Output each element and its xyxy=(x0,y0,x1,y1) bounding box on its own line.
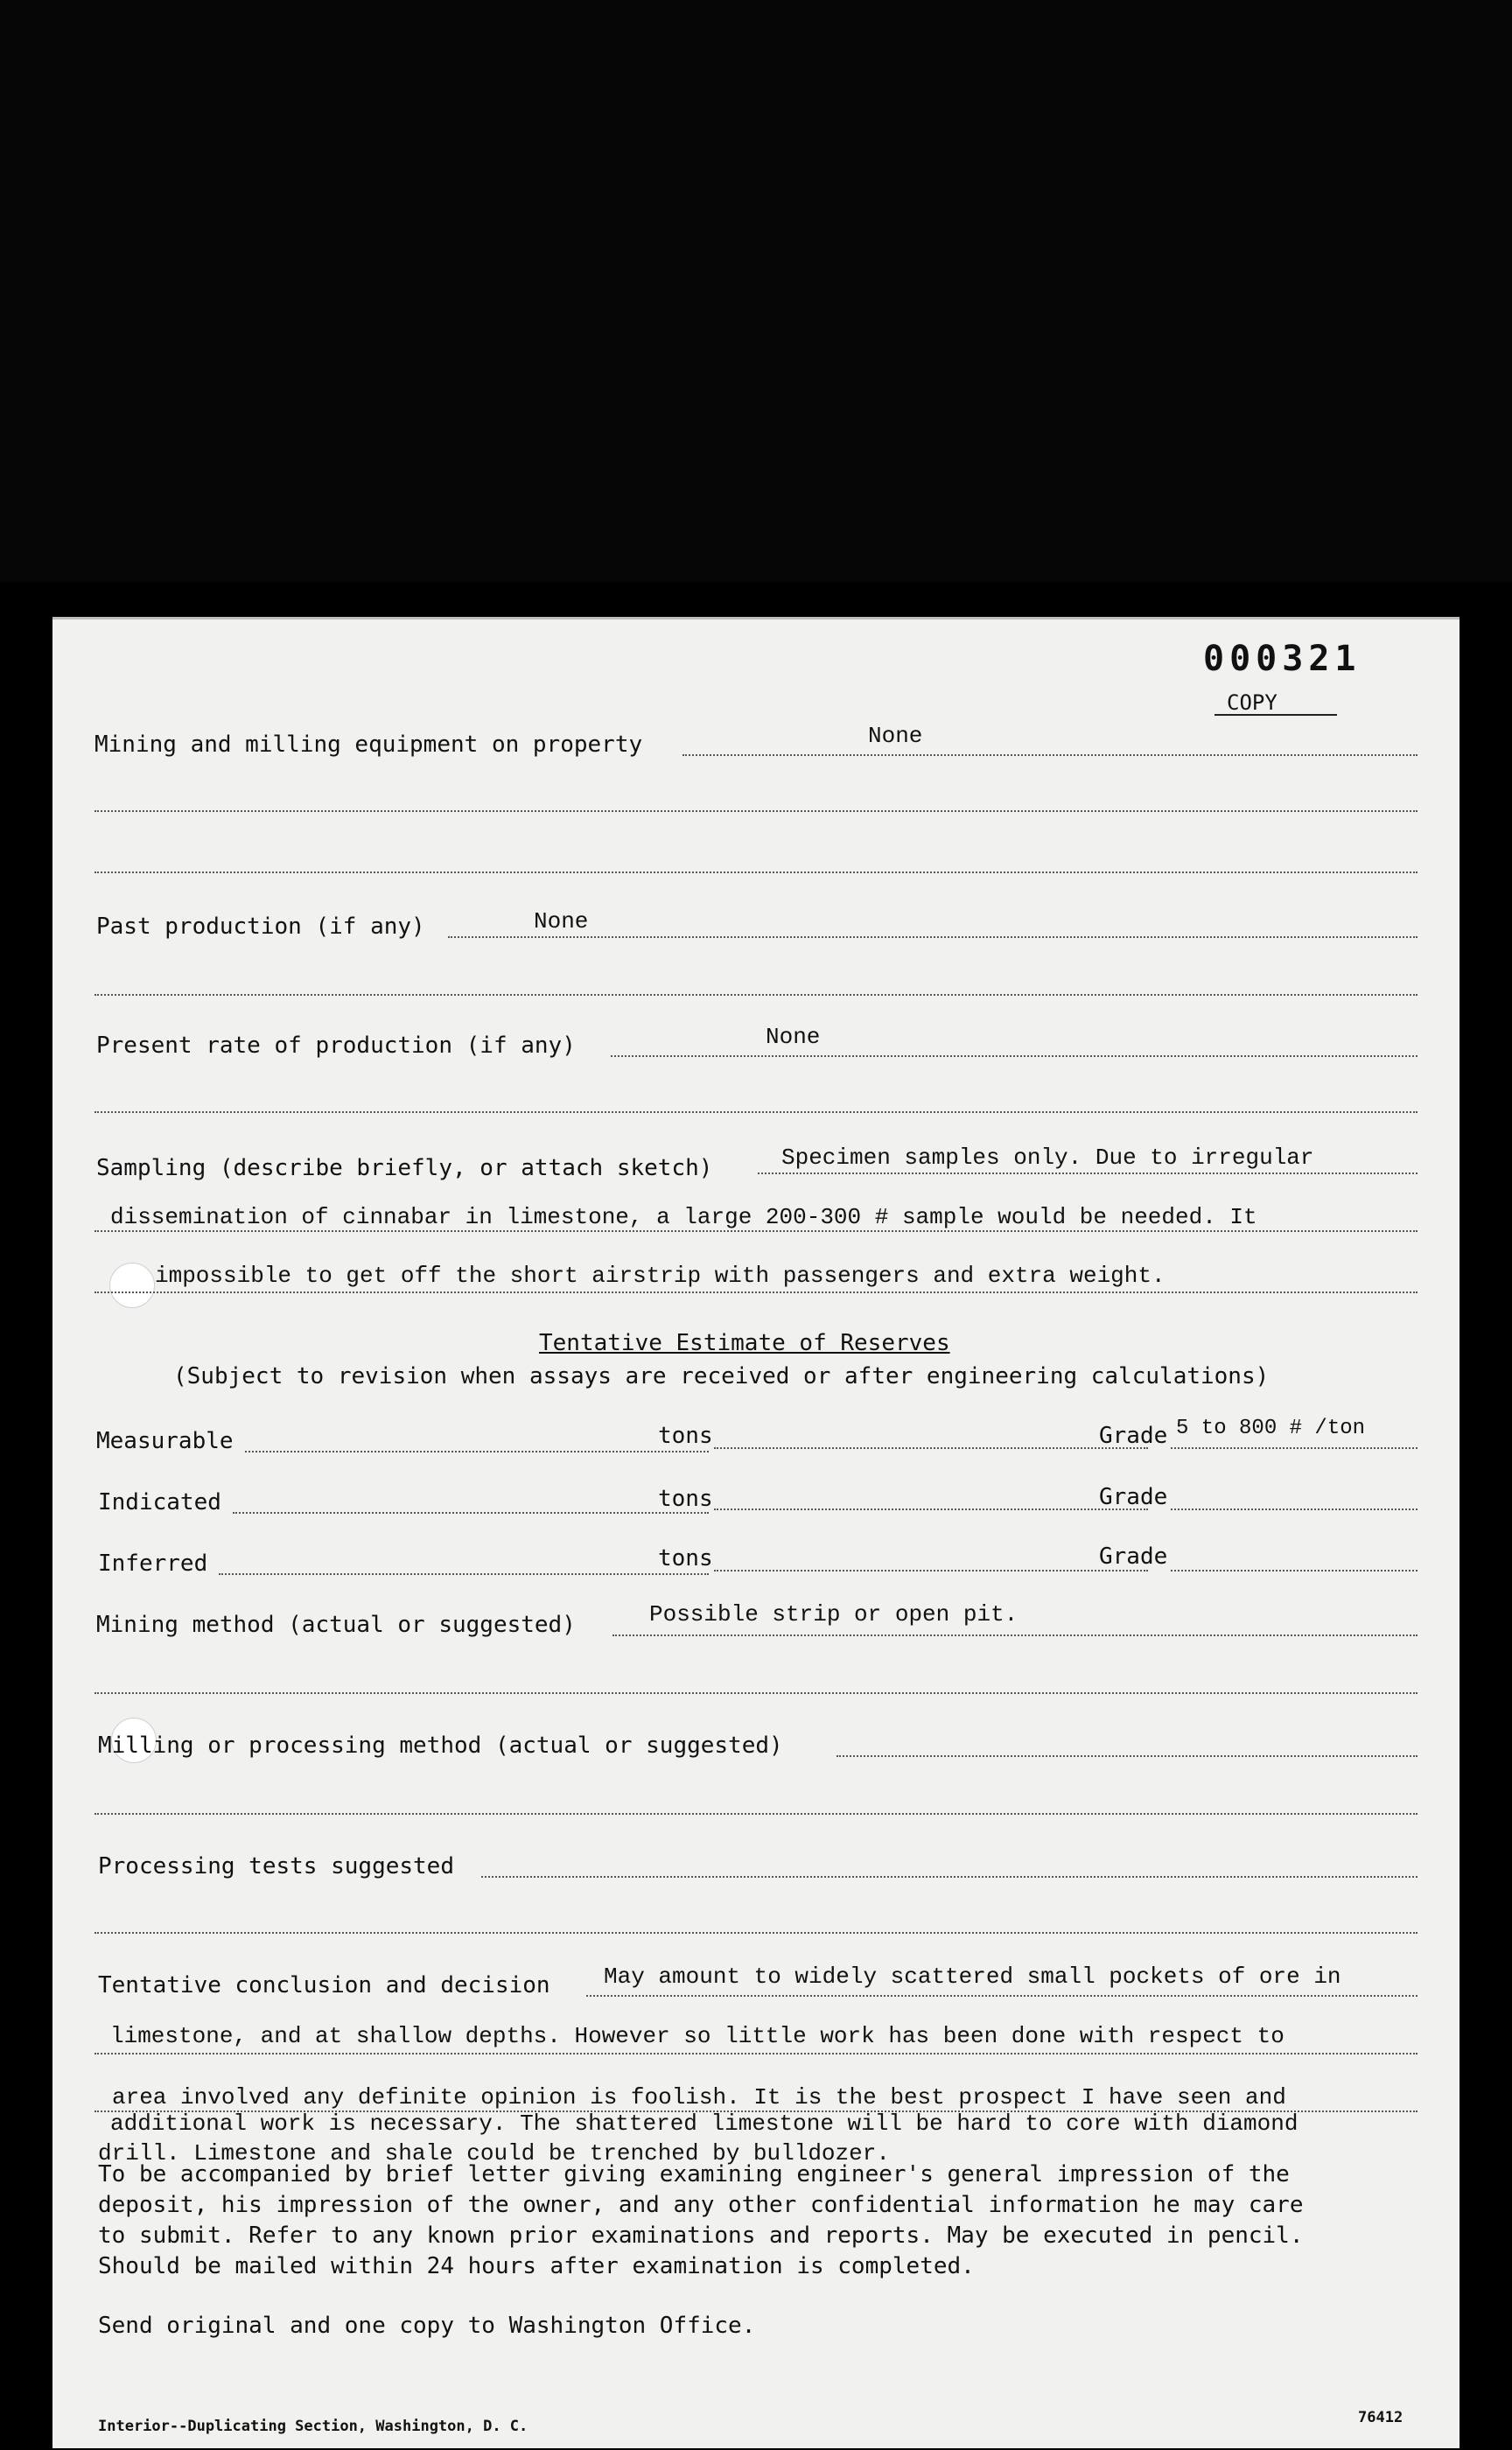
measurable-tons-label: tons xyxy=(658,1423,713,1449)
indicated-line xyxy=(233,1512,709,1514)
indicated-grade-line xyxy=(1171,1508,1418,1510)
blank-line xyxy=(94,1692,1418,1694)
copy-underline xyxy=(1214,714,1337,716)
inferred-grade-line xyxy=(1171,1570,1418,1572)
dark-scan-background xyxy=(0,0,1512,582)
document-number: 000321 xyxy=(1203,639,1362,679)
sampling-rule xyxy=(94,1230,1418,1232)
sampling-rule xyxy=(94,1292,1418,1293)
conclusion-line-1: May amount to widely scattered small pockets of ore in xyxy=(604,1964,1341,1990)
blank-line xyxy=(94,994,1418,996)
conclusion-line-3: area involved any definite opinion is foolish. It is the best prospect I have seen and xyxy=(112,2084,1286,2110)
measurable-line xyxy=(714,1447,1148,1449)
indicated-label: Indicated xyxy=(98,1489,221,1516)
measurable-line xyxy=(245,1451,709,1452)
present-rate-label: Present rate of production (if any) xyxy=(96,1032,576,1059)
sampling-label: Sampling (describe briefly, or attach sketch) xyxy=(96,1155,713,1181)
mining-method-label: Mining method (actual or suggested) xyxy=(96,1612,576,1638)
indicated-grade-label: Grade xyxy=(1099,1484,1168,1510)
mining-method-value: Possible strip or open pit. xyxy=(649,1601,1018,1628)
sampling-line-1: Specimen samples only. Due to irregular xyxy=(781,1144,1314,1171)
instruction-line-3: to submit. Refer to any known prior examinations and reports. May be executed in pencil. xyxy=(98,2222,1304,2249)
form-number: 76412 xyxy=(1358,2409,1404,2426)
sampling-rule xyxy=(758,1172,1418,1174)
conclusion-rule xyxy=(586,1995,1418,1997)
form-page xyxy=(52,617,1460,2448)
equipment-line xyxy=(682,754,1418,756)
inferred-line xyxy=(714,1570,1148,1572)
reserves-heading: Tentative Estimate of Reserves xyxy=(539,1330,950,1356)
punch-hole xyxy=(109,1263,155,1308)
instruction-line-2: deposit, his impression of the owner, and any other confidential information he may care xyxy=(98,2192,1304,2218)
inferred-label: Inferred xyxy=(98,1550,208,1577)
indicated-line xyxy=(714,1508,1148,1510)
send-instruction: Send original and one copy to Washington Office. xyxy=(98,2313,756,2339)
inferred-grade-label: Grade xyxy=(1099,1544,1168,1570)
indicated-tons-label: tons xyxy=(658,1486,713,1512)
blank-line xyxy=(94,1932,1418,1934)
processing-tests-label: Processing tests suggested xyxy=(98,1853,454,1880)
milling-method-line xyxy=(836,1755,1418,1757)
instruction-line-4: Should be mailed within 24 hours after examination is completed. xyxy=(98,2253,975,2279)
blank-line xyxy=(94,872,1418,873)
equipment-value: None xyxy=(868,723,923,749)
measurable-grade-value: 5 to 800 # /ton xyxy=(1176,1417,1366,1440)
measurable-grade-line xyxy=(1171,1447,1418,1449)
processing-tests-line xyxy=(481,1876,1418,1878)
copy-label: COPY xyxy=(1227,690,1278,715)
present-rate-value: None xyxy=(766,1024,821,1050)
inferred-line xyxy=(219,1573,709,1575)
present-rate-line xyxy=(611,1055,1418,1057)
conclusion-label: Tentative conclusion and decision xyxy=(98,1972,550,1998)
instruction-line-1: To be accompanied by brief letter giving examining engineer's general impression of the xyxy=(98,2161,1290,2188)
measurable-grade-label: Grade xyxy=(1099,1423,1168,1449)
past-production-label: Past production (if any) xyxy=(96,914,425,940)
blank-line xyxy=(94,1813,1418,1815)
inferred-tons-label: tons xyxy=(658,1545,713,1572)
conclusion-line-5: drill. Limestone and shale could be trenched by bulldozer. xyxy=(98,2140,890,2166)
footer-printer-credit: Interior--Duplicating Section, Washington, D. C. xyxy=(98,2418,528,2435)
conclusion-line-2: limestone, and at shallow depths. However so little work has been done with respect to xyxy=(110,2023,1284,2049)
reserves-subheading: (Subject to revision when assays are received or after engineering calculations) xyxy=(173,1363,1270,1390)
blank-line xyxy=(94,810,1418,812)
milling-method-label: Milling or processing method (actual or suggested) xyxy=(98,1732,783,1759)
sampling-line-3: impossible to get off the short airstrip with passengers and extra weight. xyxy=(155,1263,1166,1289)
past-production-value: None xyxy=(534,908,589,934)
measurable-label: Measurable xyxy=(96,1428,234,1454)
sampling-line-2: dissemination of cinnabar in limestone, a large 200-300 # sample would be needed. It xyxy=(110,1204,1257,1230)
conclusion-line-4: additional work is necessary. The shattered limestone will be hard to core with diamond xyxy=(110,2110,1298,2137)
past-production-line xyxy=(448,936,1418,938)
conclusion-rule xyxy=(94,2053,1418,2054)
blank-line xyxy=(94,1111,1418,1113)
equipment-label: Mining and milling equipment on property xyxy=(94,732,643,758)
mining-method-line xyxy=(612,1634,1418,1636)
